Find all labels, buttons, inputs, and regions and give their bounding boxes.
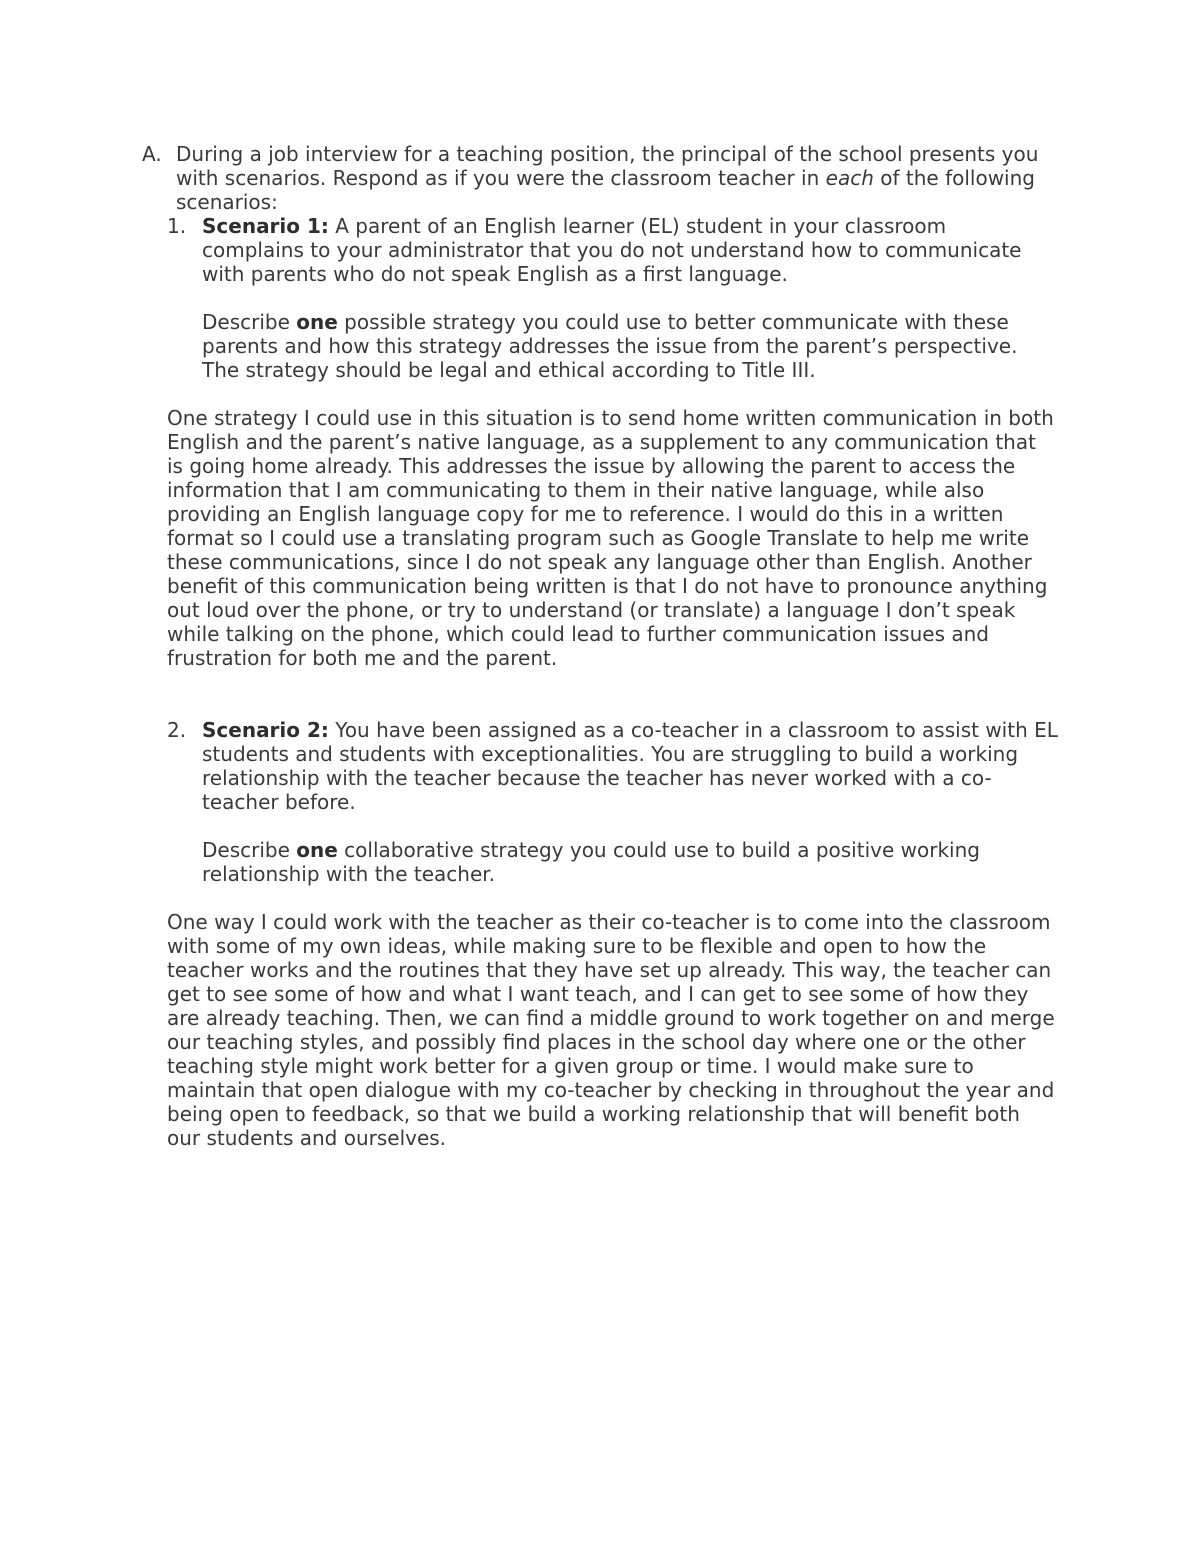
section-a-marker: A. [142,142,162,166]
scenario-2-content [202,718,1067,886]
section-a-text-part1: During a job interview for a teaching position, the principal of the school presents you with scenarios. Respond as if you were the classroom teacher in [176,142,1039,190]
scenario-2-title: Scenario 2: [202,718,329,742]
scenario-2-prompt-bold: one [296,838,338,862]
scenario-2-prompt [202,838,1067,886]
scenario-1-prompt [202,310,1047,382]
scenario-1-description [202,214,1047,286]
scenario-1-prompt-part1: Describe [202,310,297,334]
scenario-1-number: 1. [167,214,187,238]
answer-1: One strategy I could use in this situation is to send home written communication in both English and the parent’s native language, as a supplement to any communication that is going home already. This addresses the issue by allowing the parent to access the information that I am communicating to them in their native language, while also providing an English language copy for me to reference. I would do this in a written format so I could use a translating program such as Google Translate to help me write these communications, since I do not speak any language other than English. Another benefit of this communication being written is that I do not have to pronounce anything out loud over the phone, or try to understand (or translate) a language I don’t speak while talking on the phone, which could lead to further communication issues and frustration for both me and the parent. [167,406,1054,670]
section-a-text-part2: of the following scenarios: [176,166,1035,214]
scenario-1-title: Scenario 1: [202,214,329,238]
scenario-1 [167,214,1047,382]
scenario-1-body: A parent of an English learner (EL) student in your classroom complains to your administrator that you do not understand how to communicate with parents who do not speak English as a first language. [202,214,1022,286]
scenario-2-description [202,718,1067,814]
scenario-1-prompt-bold: one [296,310,338,334]
section-a-text [176,142,1042,214]
scenario-2-prompt-part1: Describe [202,838,297,862]
scenario-2-prompt-part2: collaborative strategy you could use to build a positive working relationship with the teacher. [202,838,980,886]
scenario-2-number: 2. [167,718,187,742]
section-a [142,142,1042,214]
answer-2: One way I could work with the teacher as their co-teacher is to come into the classroom with some of my own ideas, while making sure to be flexible and open to how the teacher works and the routines that they have set up already. This way, the teacher can get to see some of how and what I want teach, and I can get to see some of how they are already teaching. Then, we can find a middle ground to work together on and merge our teaching styles, and possibly find places in the school day where one or the other teaching style might work better for a given group or time. I would make sure to maintain that open dialogue with my co-teacher by checking in throughout the year and being open to feedback, so that we build a working relationship that will benefit both our students and ourselves. [167,910,1055,1150]
scenario-2-body: You have been assigned as a co-teacher in a classroom to assist with EL students and students with exceptionalities. You are struggling to build a working relationship with the teacher because the teacher has never worked with a co-teacher before. [202,718,1058,814]
scenario-1-prompt-part2: possible strategy you could use to better communicate with these parents and how this strategy addresses the issue from the parent’s perspective. The strategy should be legal and ethical according to Title III. [202,310,1018,382]
scenario-1-content [202,214,1047,382]
section-a-emphasis: each [825,166,874,190]
scenario-2 [167,718,1067,886]
